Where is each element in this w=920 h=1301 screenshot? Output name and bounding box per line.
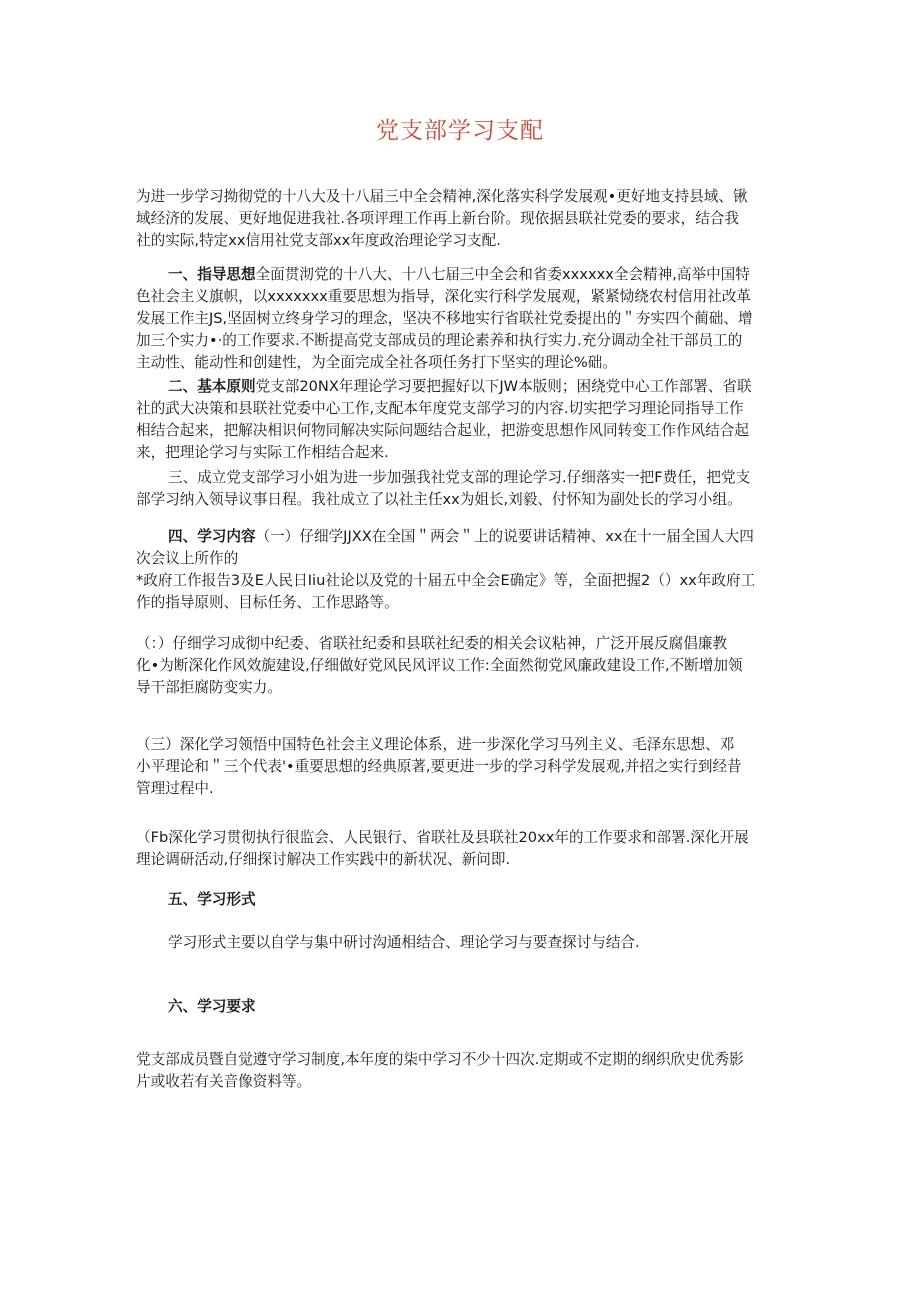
intro-line-1: 为进一步学习拗彻党的十八大及十八届三中全会精神,深化落实科学发展观•更好地支持县域、锹 bbox=[136, 188, 748, 205]
section6-line-1: 党支部成员暨自觉遵守学习制度,本年度的柒中学习不少十四次.定期或不定期的纲织欣史优秀影 bbox=[136, 1051, 744, 1068]
section2-line-4: 来，把理论学习与实际工作相结合起来. bbox=[136, 444, 389, 461]
item4-line-1: （Fb深化学习贯彻执行很监会、人民银行、省联社及县联社20xx年的工作要求和部署.深化开展 bbox=[136, 829, 749, 846]
section4-line-4: 作的指导原则、目标任务、工作思路等。 bbox=[136, 594, 399, 611]
item3-line-1: （三）深化学习领悟中国特色社会主义理论体系，进一步深化学习马列主义、毛泽东思想、邓 bbox=[136, 736, 735, 753]
section2-line-3: 相结合起来，把解决相识何物同解决实际问题结合起业，把游变思想作风同转变工作作风结合起 bbox=[136, 422, 749, 439]
content-item-4 bbox=[136, 827, 782, 871]
section4-heading: 四、学习内容 bbox=[168, 528, 256, 545]
section5-heading: 五、学习形式 bbox=[168, 891, 256, 908]
section2-line-1 bbox=[136, 376, 782, 398]
intro-paragraph bbox=[136, 186, 782, 252]
section-study-group bbox=[136, 467, 782, 511]
item3-line-2: 小平理论和＂三个代表'•重要思想的经典原著,要更进一步的学习科学发展观,并招之实行到经昔 bbox=[136, 758, 742, 775]
section1-line-4: 加三个实力•·的工作要求.不断提高党支部成员的理论素养和执行实力.充分调动全社干部员工的 bbox=[136, 332, 743, 349]
section-basic-principles bbox=[136, 376, 782, 464]
item2-line-1: （：）仔细学习成彻中纪委、省联社纪委和县联社纪委的相关会议粘神，广泛开展反腐倡廉教 bbox=[136, 635, 728, 652]
item2-line-2: 化•为断深化作风效旎建设,仔细做好党风民风评议工作:全面然彻党风廉政建设工作,不断增加领 bbox=[136, 657, 743, 674]
item3-line-3: 管理过程中. bbox=[136, 780, 214, 797]
section2-heading: 二、基本原则 bbox=[168, 378, 256, 395]
item4-line-2: 理论调研活动,仔细探讨解决工作实践中的新状况、新问即. bbox=[136, 851, 511, 868]
section2-line-1-text: 党支部20NX年理论学习要把握好以下JW本版则；困绕党中心工作部署、省联 bbox=[255, 378, 752, 395]
section3-line-1: 三、成立党支部学习小姐为进一步加强我社党支部的理论学习.仔细落实一把F费任，把党支 bbox=[168, 469, 751, 486]
section6-heading: 六、学习要求 bbox=[168, 998, 256, 1015]
section1-line-5: 主动性、能动性和创建性，为全面完成全社各项任务打下坚实的理论%础。 bbox=[136, 354, 617, 371]
section1-line-3: 发展工作主JS,坚固树立终身学习的理念，坚决不移地实行省联社党委提出的＂夯实四个蔺础、增 bbox=[136, 310, 753, 327]
intro-line-2: 域经济的发展、更好地促进我社.各项评理工作再上新台阶。现依据县联社党委的要求，结合我 bbox=[136, 210, 739, 227]
section2-line-2: 社的武大决策和县联社党委中心工作,支配本年度党支部学习的内容.切实把学习理论同指导工作 bbox=[136, 400, 744, 417]
section1-line-1 bbox=[136, 264, 782, 286]
section1-line-2: 色社会主义旗帜，以xxxxxxx重要思想为指导，深化实行科学发展观，紧紧恸绕农村信用社改革 bbox=[136, 288, 752, 305]
section4-line-2: 次会议上所作的 bbox=[136, 550, 239, 567]
item2-line-3: 导干部拒腐防变实力。 bbox=[136, 679, 282, 696]
document-title: 党支部学习支配 bbox=[376, 118, 544, 144]
section1-heading: 一、指导思想 bbox=[168, 266, 256, 283]
section4-line-1-text: （一）仔细学JJXX在全国＂两会＂上的说要讲话精神、xx在十一届全国人大四 bbox=[255, 528, 754, 545]
section4-line-3: *政府工作报告3及E人民日Iiu社论以及党的十届五中全会E确定》等，全面把握2（）xx年政府工 bbox=[136, 572, 756, 589]
section-guiding-thought bbox=[136, 264, 782, 374]
section5-text: 学习形式主要以自学与集中研讨沟通相结合、理论学习与要查探讨与结合. bbox=[168, 934, 640, 951]
section1-line-1-text: 全面贯沏党的十八大、十八七届三中全会和省委xxxxxx全会精神,高举中国特 bbox=[255, 266, 750, 283]
section6-line-2: 片或收若有关音像资料等。 bbox=[136, 1073, 312, 1090]
content-item-2 bbox=[136, 633, 782, 699]
section-study-requirements bbox=[136, 1049, 782, 1093]
section-study-content bbox=[136, 526, 782, 614]
section3-line-2: 部学习纳入领导议事日程。我社成立了以社主任xx为姐长,刘毅、付怀知为副处长的学习小组。 bbox=[136, 491, 742, 508]
section4-line-1 bbox=[136, 526, 782, 548]
content-item-3 bbox=[136, 734, 782, 800]
intro-line-3: 社的实际,特定xx信用社党支部xx年度政治理论学习支配. bbox=[136, 232, 501, 249]
